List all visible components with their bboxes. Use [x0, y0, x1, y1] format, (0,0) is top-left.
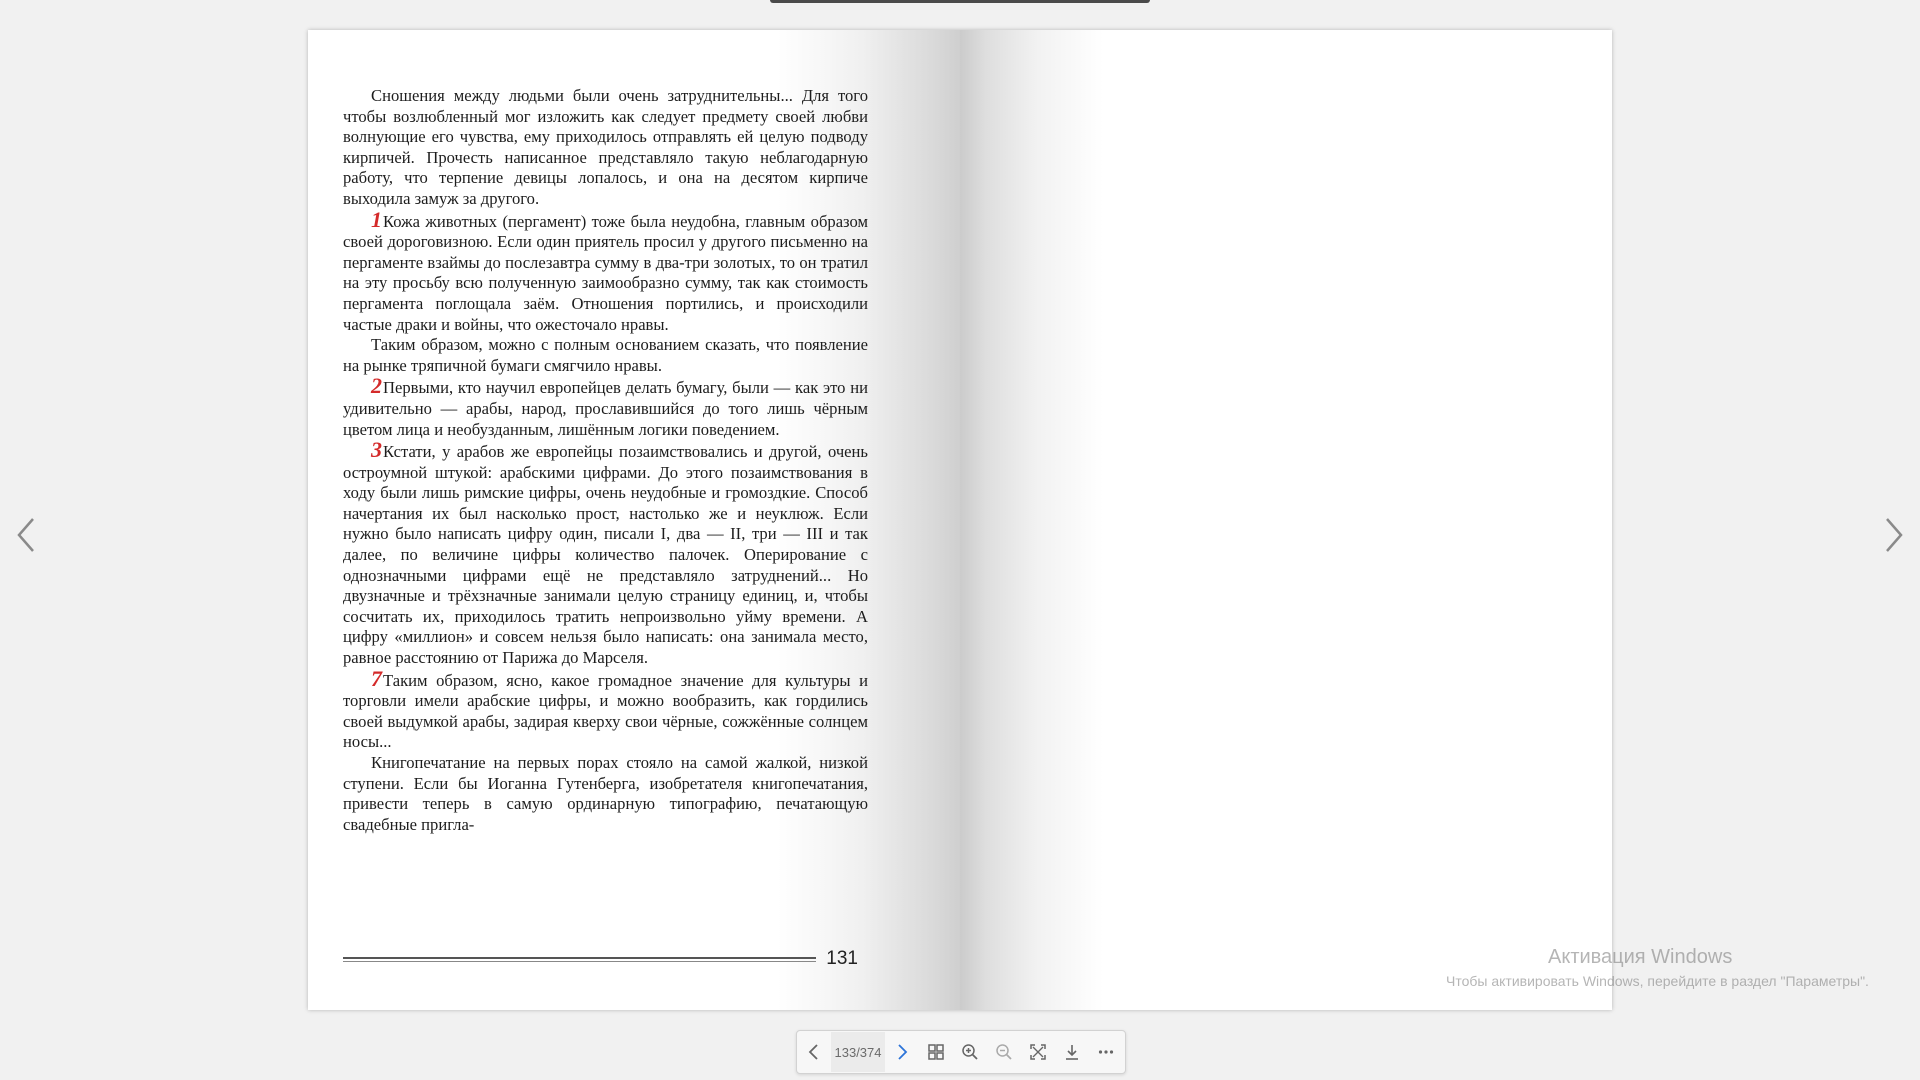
next-page-arrow[interactable]	[1874, 510, 1914, 560]
left-page-footer	[343, 948, 868, 970]
windows-activation-watermark	[1416, 946, 1896, 989]
viewer-toolbar	[796, 1030, 1126, 1074]
fullscreen-icon	[1029, 1043, 1047, 1061]
paragraph: Сношения между людьми были очень затруднительны... Для того чтобы возлюбленный мог изложить как следует предмету своей любви волнующие его чувства, ему приходилось отправлять ей целую подводу кирпичей. Прочесть написанное представляло такую неблагодарную работу, что терпение девицы лопалось, и она на десятом кирпиче выходила замуж за другого.	[343, 86, 868, 208]
paragraph: 2Первыми, кто научил европейцев делать бумагу, были — как это ни удивительно — арабы, народ, прославившийся до того лишь чёрным цветом лица и необузданным, лишённым логики поведением.	[343, 373, 868, 439]
page-number: 131	[826, 948, 858, 969]
annotation-number: 2	[371, 373, 382, 399]
download-button[interactable]	[1055, 1032, 1089, 1072]
book-spread	[308, 30, 1612, 1010]
more-icon	[1097, 1043, 1115, 1061]
paragraph: Книгопечатание на первых порах стояло на самой жалкой, низкой ступени. Если бы Иоганна Гутенберга, изобретателя книгопечатания, привести теперь в самую ординарную типографию, печатающую свадебные пригла-	[343, 753, 868, 834]
zoom-out-icon	[995, 1043, 1013, 1061]
grid-view-button[interactable]	[919, 1032, 953, 1072]
more-options-button[interactable]	[1089, 1032, 1123, 1072]
page-indicator[interactable]: 133/374	[831, 1032, 885, 1072]
grid-view-icon	[927, 1043, 945, 1061]
paragraph: Таким образом, можно с полным основанием сказать, что появление на рынке тряпичной бумаги смягчило нравы.	[343, 335, 868, 375]
previous-page-button[interactable]	[797, 1032, 831, 1072]
paragraph: 3Кстати, у арабов же европейцы позаимствовались и другой, очень остроумной штукой: арабскими цифрами. До этого позаимствования в ходу были лишь римские цифры, очень неудобные и громоздкие. Способ начертания их был насколько прост, настолько же и неуклюж. Если нужно было написать цифру один, писали I, два — II, три — III и так далее, по величине цифры количество палочек. Оперирование с однозначными цифрами ещё не представляло затруднений... Но двузначные и трёхзначные занимали целую страницу единиц, и, чтобы сосчитать их, приходилось тратить непроизвольно уйму времени. А цифру «миллион» и совсем нельзя было написать: она занимала место, равное расстоянию от Парижа до Марселя.	[343, 437, 868, 668]
chevron-left-icon	[805, 1043, 823, 1061]
annotation-number: 1	[371, 206, 382, 232]
watermark-subtitle: Чтобы активировать Windows, перейдите в раздел "Параметры".	[1446, 973, 1869, 989]
footer-rule	[343, 957, 816, 962]
annotation-number: 3	[371, 437, 382, 463]
chevron-left-icon	[15, 515, 37, 555]
paragraph: 1Кожа животных (пергамент) тоже была неудобна, главным образом своей дороговизною. Если один приятель просил у другого письменно на пергаменте взаймы до послезавтра сумму в два-три золотых, то он тратил на эту просьбу всю полученную заимообразно сумму, так как стоимость пергамента поглощала заём. Отношения портились, и происходили частые драки и войны, что ожесточало нравы.	[343, 206, 868, 334]
next-page-button[interactable]	[885, 1032, 919, 1072]
top-bar-indicator	[770, 0, 1150, 3]
left-page-text	[343, 86, 868, 835]
right-page	[960, 30, 1612, 1010]
paragraph: 7Таким образом, ясно, какое громадное значение для культуры и торговли имели арабские цифры, и можно вообразить, как гордились своей выдумкой арабы, задирая кверху свои чёрные, сожжённые солнцем носы...	[343, 665, 868, 752]
annotation-number: 7	[371, 665, 382, 691]
zoom-out-button[interactable]	[987, 1032, 1021, 1072]
previous-page-arrow[interactable]	[6, 510, 46, 560]
left-page	[308, 30, 960, 1010]
download-icon	[1063, 1043, 1081, 1061]
watermark-title: Активация Windows	[1548, 946, 1733, 968]
fullscreen-button[interactable]	[1021, 1032, 1055, 1072]
zoom-in-button[interactable]	[953, 1032, 987, 1072]
zoom-in-icon	[961, 1043, 979, 1061]
chevron-right-icon	[1883, 515, 1905, 555]
chevron-right-icon	[893, 1043, 911, 1061]
